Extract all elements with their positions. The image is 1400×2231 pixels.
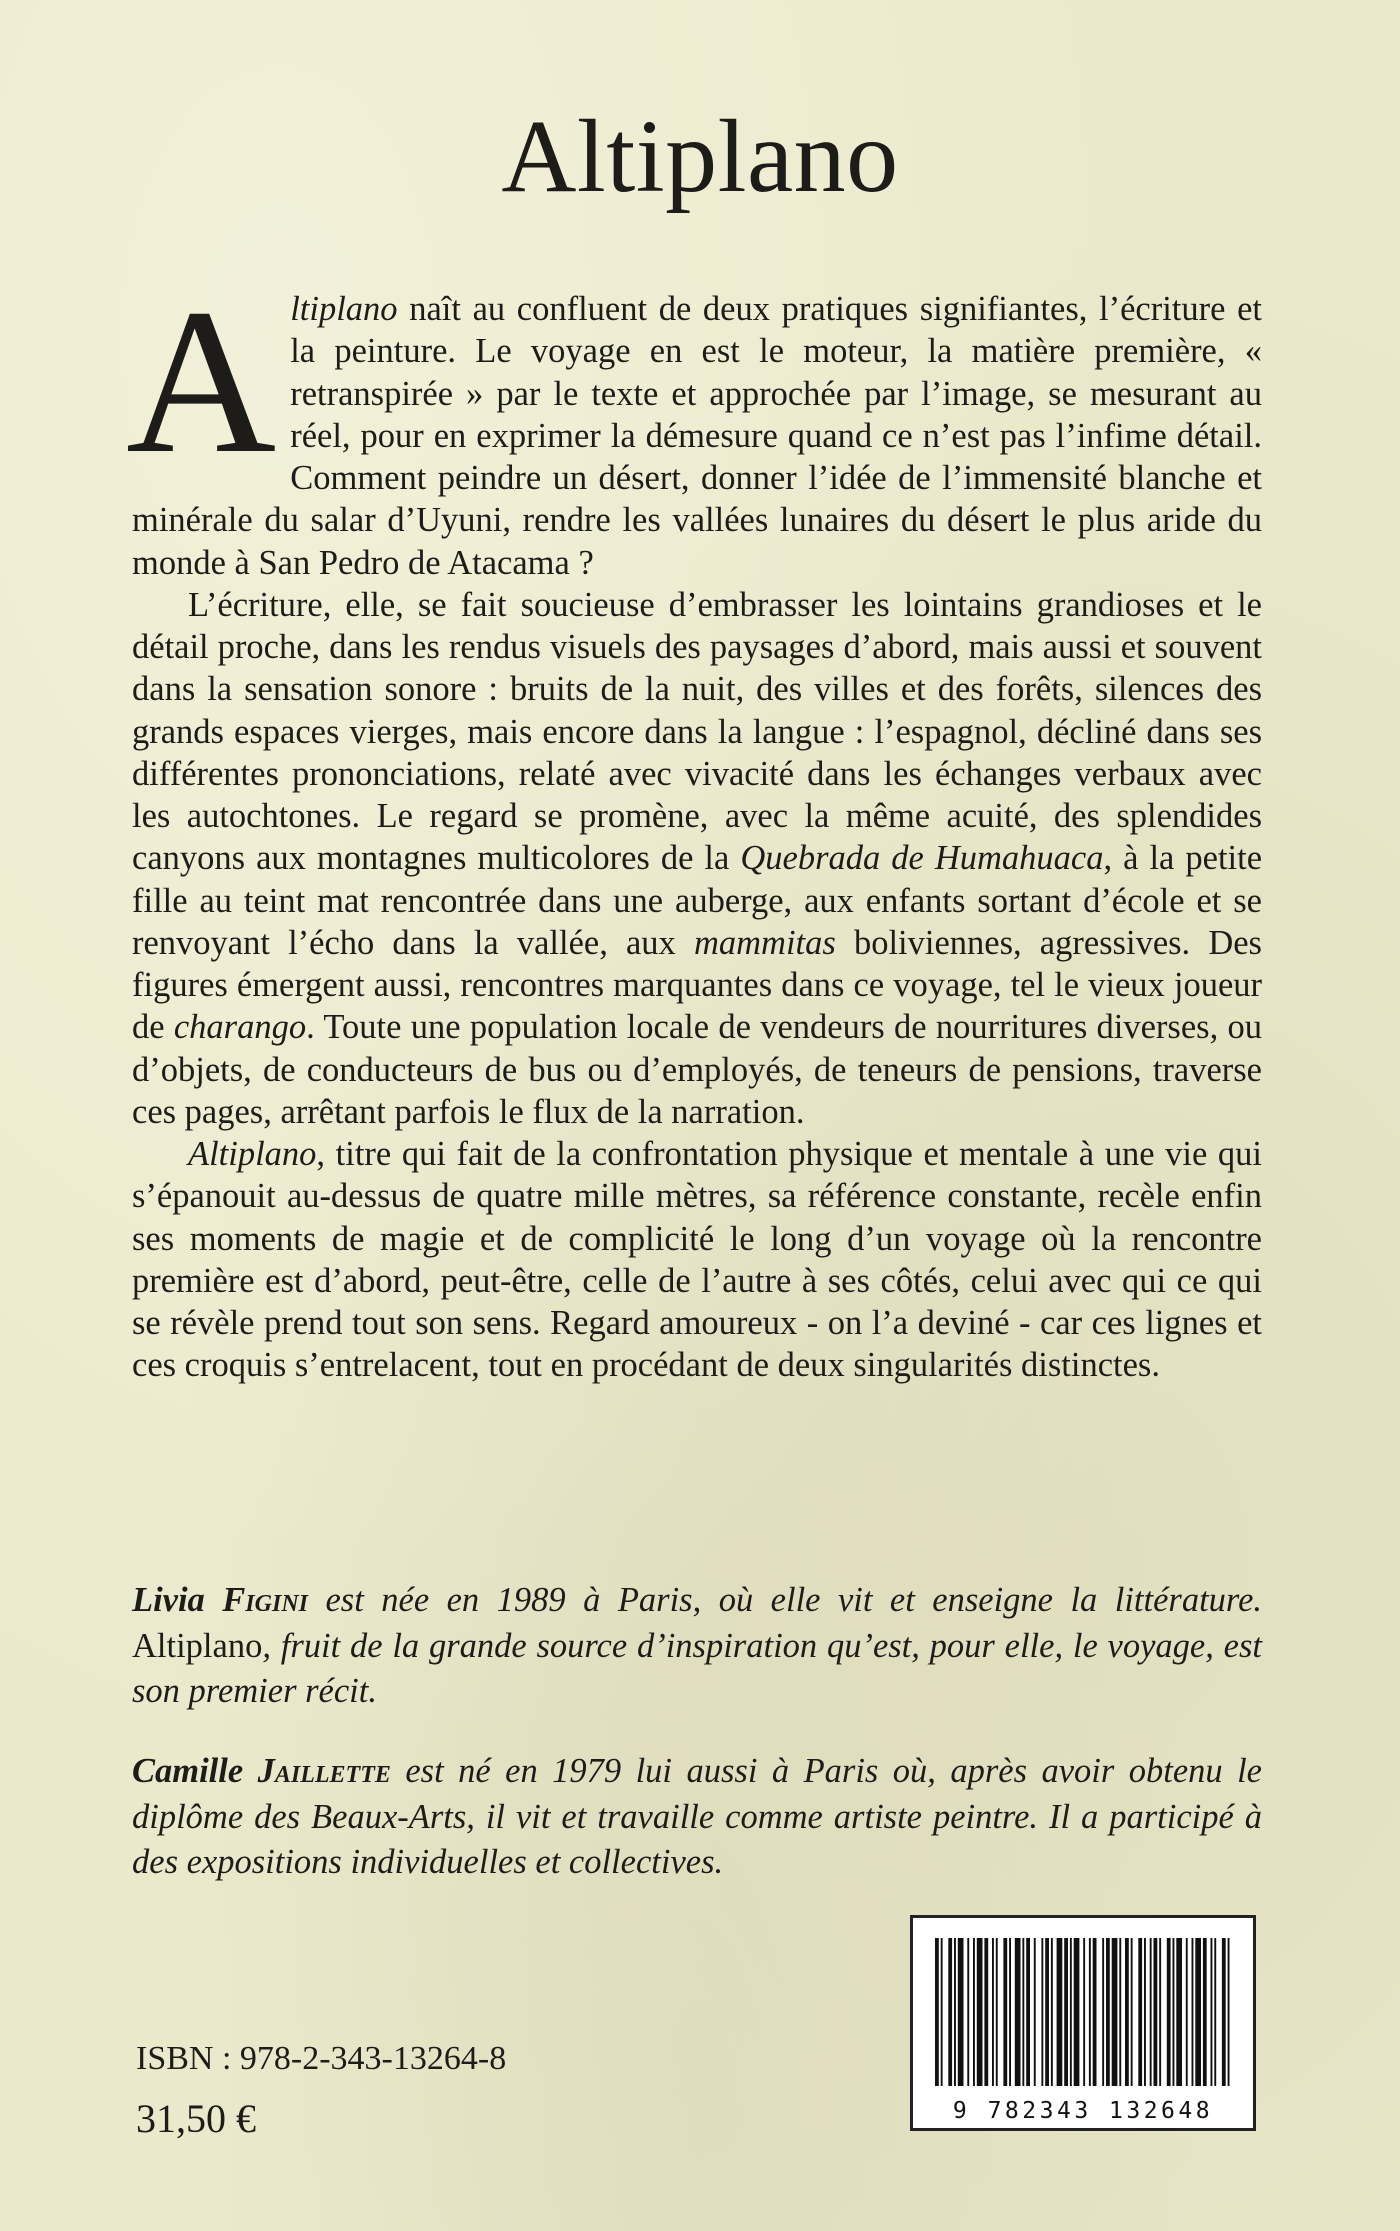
synopsis-paragraph-2	[132, 584, 1262, 1133]
barcode-bar	[1154, 1938, 1158, 2086]
barcode-bar	[977, 1938, 983, 2086]
barcode-bar	[973, 1938, 975, 2086]
artist-last-name: Jaillette	[257, 1752, 391, 1790]
barcode-bar	[1228, 1938, 1230, 2086]
barcode-bar	[1022, 1938, 1024, 2086]
barcode-bar	[1057, 1938, 1063, 2086]
paragraph-text: naît au confluent de deux pratiques signifiantes, l’écriture et la peinture. Le voyage en est le moteur, la matière première, « retranspirée » par le texte et approchée par l’image, se mesurant au réel, pour en exprimer la démesure quand ce n’est pas l’infime détail. Comment peindre un désert, donner l’idée de l’immensité blanche et minérale du salar d’Uyuni, rendre les vallées lunaires du désert le plus aride du monde à San Pedro de Atacama ?	[132, 290, 1262, 582]
bio-text: est née en 1989 à Paris, où elle vit et enseigne la littérature.	[308, 1581, 1263, 1619]
author-bio	[132, 1578, 1262, 1715]
barcode-bar	[1074, 1938, 1080, 2086]
bio-text: est né en 1979 lui aussi à Paris où, après avoir obtenu le diplôme des Beaux-Arts, il vit et travaille comme artiste peintre. Il a participé à des expositions individuelles et collectives.	[132, 1752, 1262, 1882]
barcode-bar	[958, 1938, 964, 2086]
paragraph-text: , à la petite fille au teint mat rencontrée dans une auberge, aux enfants sortant d’école et se renvoyant l’écho dans la vallée, aux	[132, 839, 1263, 962]
barcode-bar	[1150, 1938, 1152, 2086]
synopsis-paragraph-1	[126, 266, 1262, 584]
barcode-bar	[1176, 1938, 1182, 2086]
price: 31,50 €	[136, 2096, 256, 2141]
barcode-bar	[1106, 1938, 1110, 2086]
barcode-bar	[1051, 1938, 1053, 2086]
barcode-bar	[996, 1938, 998, 2086]
barcode-bar	[1192, 1938, 1194, 2086]
barcode-bar	[948, 1938, 952, 2086]
barcode-bar	[941, 1938, 943, 2086]
barcode-bar	[1173, 1938, 1175, 2086]
italic-word: charango	[173, 1008, 307, 1047]
barcode-bar	[954, 1938, 956, 2086]
barcode-bar	[1186, 1938, 1188, 2086]
barcode-bar	[1041, 1938, 1043, 2086]
barcode-digits: 9 782343 132648	[952, 2098, 1214, 2124]
barcode-bar	[967, 1938, 969, 2086]
barcode-bar	[1034, 1938, 1036, 2086]
author-last-name: Figini	[222, 1581, 308, 1619]
barcode	[910, 1915, 1256, 2131]
barcode-bar	[1102, 1938, 1104, 2086]
italic-title: ltiplano	[290, 290, 398, 328]
barcode-bar	[1131, 1938, 1133, 2086]
barcode-bar	[1214, 1938, 1216, 2086]
barcode-bar	[1112, 1938, 1118, 2086]
artist-bio	[132, 1749, 1262, 1886]
barcode-bar	[1009, 1938, 1011, 2086]
barcode-bar	[1045, 1938, 1049, 2086]
paragraph-text: boliviennes, agressives. Des figures émergent aussi, rencontres marquantes dans ce voyage, tel le vieux joueur de	[132, 923, 1262, 1047]
barcode-bar	[1125, 1938, 1129, 2086]
barcode-bar	[1222, 1938, 1226, 2086]
paragraph-text: L’écriture, elle, se fait soucieuse d’embrasser les lointains grandioses et le détail proche, dans les rendus visuels des paysages d’abord, mais aussi et souvent dans la sensation sonore : bruits de la nuit, des villes et des forêts, silences des grands espaces vierges, mais encore dans la langue : l’espagnol, décliné dans ses différentes prononciations, relaté avec vivacité dans les échanges verbaux avec les autochtones. Le regard se promène, avec la même acuité, des splendides canyons aux montagnes multicolores de la	[132, 585, 1262, 878]
barcode-bar	[1159, 1938, 1161, 2086]
barcode-bar	[1119, 1938, 1121, 2086]
barcode-bar	[1089, 1938, 1091, 2086]
bio-text: , fruit de la grande source d’inspiration qu’est, pour elle, le voyage, est son premier récit.	[132, 1626, 1262, 1711]
italic-title: Altiplano	[188, 1135, 317, 1173]
barcode-bar	[935, 1938, 939, 2086]
paragraph-text: . Toute une population locale de vendeurs de nourritures diverses, ou d’objets, de conducteurs de bus ou d’employés, de teneurs de pensions, traverse ces pages, arrêtant parfois le flux de la narration.	[132, 1008, 1262, 1131]
barcode-bar	[1093, 1938, 1097, 2086]
barcode-bar	[1144, 1938, 1146, 2086]
barcode-bar	[1026, 1938, 1030, 2086]
barcode-bar	[1167, 1938, 1171, 2086]
barcode-bar	[1138, 1938, 1142, 2086]
barcode-bar	[1064, 1938, 1068, 2086]
barcode-bar	[1211, 1938, 1213, 2086]
barcode-bar	[1083, 1938, 1085, 2086]
italic-place: Quebrada de Humahuaca	[740, 839, 1104, 878]
barcode-bars	[913, 1918, 1253, 2128]
barcode-bar	[1195, 1938, 1201, 2086]
barcode-bar	[984, 1938, 988, 2086]
isbn: ISBN : 978-2-343-13264-8	[136, 2040, 507, 2077]
drop-cap: A	[126, 266, 277, 496]
italic-word: mammitas	[693, 923, 836, 962]
barcode-bar	[1015, 1938, 1021, 2086]
book-title: Altiplano	[501, 99, 899, 214]
paragraph-text: , titre qui fait de la confrontation physique et mentale à une vie qui s’épanouit au-dessus de quatre mille mètres, sa référence constante, recèle enfin ses moments de magie et de complicité le long d’un voyage où la rencontre première est d’abord, peut-être, celle de l’autre à ses côtés, celui avec qui ce qui se révèle prend tout son sens. Regard amoureux - on l’a deviné - car ces lignes et ces croquis s’entrelacent, tout en procédant de deux singularités distinctes.	[132, 1135, 1262, 1385]
author-first-name: Livia	[132, 1581, 205, 1619]
bio-book-title: Altiplano	[132, 1626, 263, 1665]
barcode-bar	[1003, 1938, 1007, 2086]
synopsis	[126, 266, 1263, 1387]
barcode-bar	[1203, 1938, 1207, 2086]
artist-first-name: Camille	[132, 1752, 244, 1790]
barcode-bar	[992, 1938, 994, 2086]
barcode-bar	[1070, 1938, 1072, 2086]
synopsis-paragraph-3	[132, 1133, 1262, 1387]
